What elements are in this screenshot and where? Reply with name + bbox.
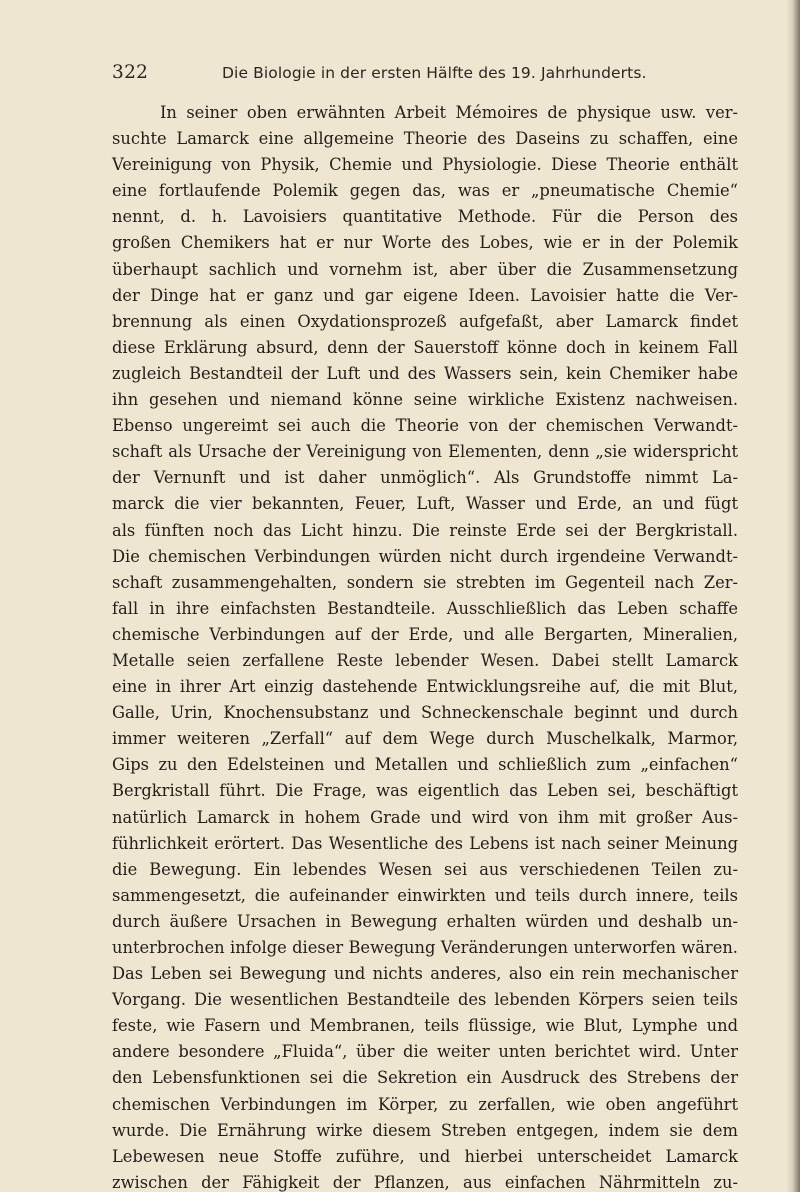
text-line: wurde. Die Ernährung wirke diesem Streben entgegen, indem sie dem	[112, 1120, 738, 1140]
text-line: Vorgang. Die wesentlichen Bestandteile des lebenden Körpers seien teils	[112, 990, 738, 1010]
text-line: großen Chemikers hat er nur Worte des Lobes, wie er in der Polemik	[112, 233, 738, 253]
text-line: zwischen der Fähigkeit der Pflanzen, aus einfachen Nährmitteln zu-	[112, 1172, 738, 1192]
text-line: andere besondere „Fluida“, über die weiter unten berichtet wird. Unter	[112, 1042, 738, 1062]
text-line: Bergkristall führt. Die Frage, was eigentlich das Leben sei, beschäftigt	[112, 781, 738, 801]
text-line: Die chemischen Verbindungen würden nicht durch irgendeine Verwandt-	[112, 546, 738, 566]
text-line: Ebenso ungereimt sei auch die Theorie von der chemischen Verwandt-	[112, 416, 738, 436]
text-line: natürlich Lamarck in hohem Grade und wird von ihm mit großer Aus-	[112, 807, 738, 827]
text-line: sammengesetzt, die aufeinander einwirkten und teils durch innere, teils	[112, 885, 738, 905]
text-line: chemischen Verbindungen im Körper, zu zerfallen, wie oben angeführt	[112, 1094, 738, 1114]
text-line: zugleich Bestandteil der Luft und des Wassers sein, kein Chemiker habe	[112, 363, 738, 383]
text-line: diese Erklärung absurd, denn der Sauerstoff könne doch in keinem Fall	[112, 337, 738, 357]
text-line: marck die vier bekannten, Feuer, Luft, Wasser und Erde, an und fügt	[112, 494, 738, 514]
text-line: die Bewegung. Ein lebendes Wesen sei aus verschiedenen Teilen zu-	[112, 859, 738, 879]
text-line: den Lebensfunktionen sei die Sekretion ein Ausdruck des Strebens der	[112, 1068, 738, 1088]
text-line: durch äußere Ursachen in Bewegung erhalten würden und deshalb un-	[112, 911, 738, 931]
running-title: Die Biologie in der ersten Hälfte des 19. Jahrhunderts.	[222, 64, 647, 82]
text-line: schaft zusammengehalten, sondern sie strebten im Gegenteil nach Zer-	[112, 572, 738, 592]
body-text	[112, 100, 738, 1192]
text-line: Gips zu den Edelsteinen und Metallen und schließlich zum „einfachen“	[112, 755, 738, 775]
text-line: eine fortlaufende Polemik gegen das, was er „pneumatische Chemie“	[112, 181, 738, 201]
text-line: chemische Verbindungen auf der Erde, und alle Bergarten, Mineralien,	[112, 624, 738, 644]
text-line: fall in ihre einfachsten Bestandteile. Ausschließlich das Leben schaffe	[112, 598, 738, 618]
text-line: der Vernunft und ist daher unmöglich“. Als Grundstoffe nimmt La-	[112, 468, 738, 488]
text-line: Vereinigung von Physik, Chemie und Physiologie. Diese Theorie enthält	[112, 155, 738, 175]
text-line: brennung als einen Oxydationsprozeß aufgefaßt, aber Lamarck findet	[112, 311, 738, 331]
text-line: immer weiteren „Zerfall“ auf dem Wege durch Muschelkalk, Marmor,	[112, 729, 738, 749]
text-line: In seiner oben erwähnten Arbeit Mémoires de physique usw. ver-	[160, 103, 738, 122]
text-line: als fünften noch das Licht hinzu. Die reinste Erde sei der Bergkristall.	[112, 520, 738, 540]
text-line: überhaupt sachlich und vornehm ist, aber über die Zusammensetzung	[112, 259, 738, 279]
page-edge-shadow	[786, 0, 800, 1192]
page-header	[112, 62, 738, 86]
text-line: unterbrochen infolge dieser Bewegung Veränderungen unterworfen wären.	[112, 938, 738, 957]
text-line: schaft als Ursache der Vereinigung von Elementen, denn „sie widerspricht	[112, 442, 738, 462]
text-line: eine in ihrer Art einzig dastehende Entwicklungsreihe auf, die mit Blut,	[112, 677, 738, 697]
text-line: Galle, Urin, Knochensubstanz und Schneckenschale beginnt und durch	[112, 703, 738, 723]
text-line: Lebewesen neue Stoffe zuführe, und hierbei unterscheidet Lamarck	[112, 1146, 738, 1166]
text-line: ihn gesehen und niemand könne seine wirkliche Existenz nachweisen.	[112, 390, 738, 410]
text-line: führlichkeit erörtert. Das Wesentliche des Lebens ist nach seiner Meinung	[112, 833, 738, 853]
text-line: der Dinge hat er ganz und gar eigene Ideen. Lavoisier hatte die Ver-	[112, 285, 738, 305]
text-line: suchte Lamarck eine allgemeine Theorie des Daseins zu schaffen, eine	[112, 129, 738, 149]
text-line: Das Leben sei Bewegung und nichts anderes, also ein rein mechanischer	[112, 964, 738, 984]
text-line: feste, wie Fasern und Membranen, teils flüssige, wie Blut, Lymphe und	[112, 1016, 738, 1036]
text-line: nennt, d. h. Lavoisiers quantitative Methode. Für die Person des	[112, 207, 738, 227]
text-line: Metalle seien zerfallene Reste lebender Wesen. Dabei stellt Lamarck	[112, 650, 738, 670]
page-number: 322	[112, 62, 149, 83]
